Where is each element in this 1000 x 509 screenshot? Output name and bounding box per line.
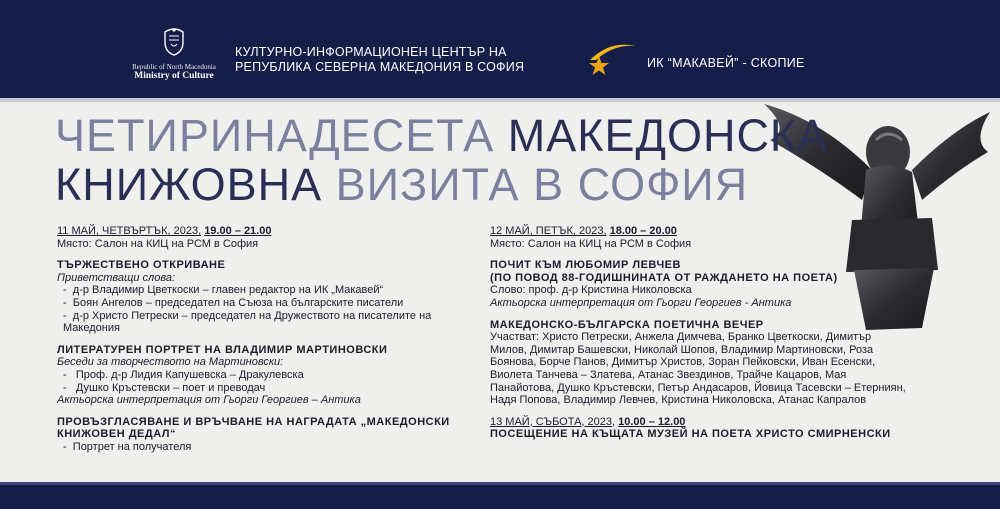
day2-date-line <box>490 225 975 238</box>
day1-time: 19.00 – 21.00 <box>204 225 272 237</box>
title-line-2 <box>55 159 749 210</box>
award-heading: ПРОВЪЗГЛАСЯВАНЕ И ВРЪЧВАНЕ НА НАГРАДАТА „МАКЕДОНСКИ КНИЖОВЕН ДЕДАЛ“ <box>57 415 450 441</box>
kic-line-1: КУЛТУРНО-ИНФОРМАЦИОНЕН ЦЕНТЪР НА <box>235 45 507 59</box>
opening-heading: ТЪРЖЕСТВЕНО ОТКРИВАНЕ <box>57 259 226 272</box>
portrait-item: - Проф. д-р Лидия Капушевска – Дракулевска <box>63 368 304 381</box>
ministry-country: Republic of North Macedonia <box>132 63 216 71</box>
evening-heading: МАКЕДОНСКО-БЪЛГАРСКА ПОЕТИЧНА ВЕЧЕР <box>490 318 764 331</box>
program-day-2 <box>490 225 975 441</box>
makavey-logo-icon <box>584 38 640 78</box>
opening-item: - Боян Ангелов – председател на Съюза на българските писатели <box>63 296 404 309</box>
opening-item: - д-р Христо Петрески – председател на Дружеството на писателите на Македония <box>63 309 432 335</box>
evening-line: Милов, Димитар Башевски, Николай Шопов, Владимир Мартиновски, Роза <box>490 343 874 356</box>
tribute-subheading: (ПО ПОВОД 88-ГОДИШНИНАТА ОТ РАЖДАНЕТО НА ПОЕТА) <box>490 271 838 284</box>
portrait-sub: Беседи за творчеството на Мартиновски: <box>57 356 284 369</box>
portrait-acting: Актьорска интерпретация от Гьорги Георгиев – Антика <box>57 394 361 407</box>
program-day-1 <box>57 225 467 454</box>
day2-place: Място: Салон на КИЦ на РСМ в София <box>490 237 692 250</box>
opening-item: - д-р Владимир Цветкоски – главен редактор на ИК „Макавей“ <box>63 284 384 297</box>
day3-date-line <box>490 416 975 429</box>
title-word-1: ЧЕТИРИНАДЕСЕТА <box>55 110 495 161</box>
tribute-acting: Актьорска интерпретация от Гьорги Георгиев - Антика <box>490 296 792 309</box>
ministry-name: Ministry of Culture <box>134 71 214 81</box>
evening-line: Боянова, Борче Панов, Димитър Христов, Зоран Пейковски, Иван Есенски, <box>490 356 876 369</box>
evening-line: Надя Попова, Владимир Левчев, Кристина Николовска, Атанас Капралов <box>490 394 867 407</box>
title-word-2: МАКЕДОНСКА <box>507 110 829 161</box>
portrait-heading: ЛИТЕРАТУРЕН ПОРТРЕТ НА ВЛАДИМИР МАРТИНОВСКИ <box>57 343 388 356</box>
evening-line: Панайотова, Душко Кръстевски, Петър Андасаров, Йовица Тасевски – Етерниян, <box>490 381 906 394</box>
day2-time: 18.00 – 20.00 <box>609 225 677 237</box>
tribute-word: Слово: проф. д-р Кристина Николовска <box>490 284 692 297</box>
kic-line-2: РЕПУБЛИКА СЕВЕРНА МАКЕДОНИЯ В СОФИЯ <box>235 60 525 74</box>
award-item: - Портрет на получателя <box>63 440 192 453</box>
day1-date-line <box>57 225 467 238</box>
footer-bar <box>0 482 1000 509</box>
evening-line: Виолета Танчева – Златева, Атанас Звездинов, Трайче Кацаров, Мая <box>490 368 847 381</box>
day3-date: 13 МАЙ, СЪБОТА, 2023, <box>490 415 616 428</box>
opening-sub: Приветстващи слова: <box>57 271 176 284</box>
day3-heading: ПОСЕЩЕНИЕ НА КЪЩАТА МУЗЕЙ НА ПОЕТА ХРИСТО СМИРНЕНСКИ <box>490 428 891 441</box>
title-word-4: ВИЗИТА В СОФИЯ <box>335 159 749 210</box>
evening-line: Участват: Христо Петрески, Анжела Димчева, Бранко Цветкоски, Димитър <box>490 331 872 344</box>
ministry-logo <box>128 26 220 82</box>
day1-place: Място: Салон на КИЦ на РСМ в София <box>57 237 259 250</box>
title-line-1 <box>55 110 829 161</box>
day3-time: 10.00 – 12.00 <box>618 415 686 428</box>
makavey-name: ИК “МАКАВЕЙ” - СКОПИЕ <box>647 56 805 70</box>
portrait-item: - Душко Кръстевски – поет и преводач <box>63 381 266 394</box>
title-word-3: КНИЖОВНА <box>55 159 323 210</box>
tribute-heading: ПОЧИТ КЪМ ЛЮБОМИР ЛЕВЧЕВ <box>490 259 681 272</box>
coat-of-arms-icon <box>161 26 187 56</box>
kic-name <box>235 45 524 75</box>
day1-date: 11 МАЙ, ЧЕТВЪРТЪК, 2023, <box>57 225 202 237</box>
day2-date: 12 МАЙ, ПЕТЪК, 2023, <box>490 225 607 237</box>
